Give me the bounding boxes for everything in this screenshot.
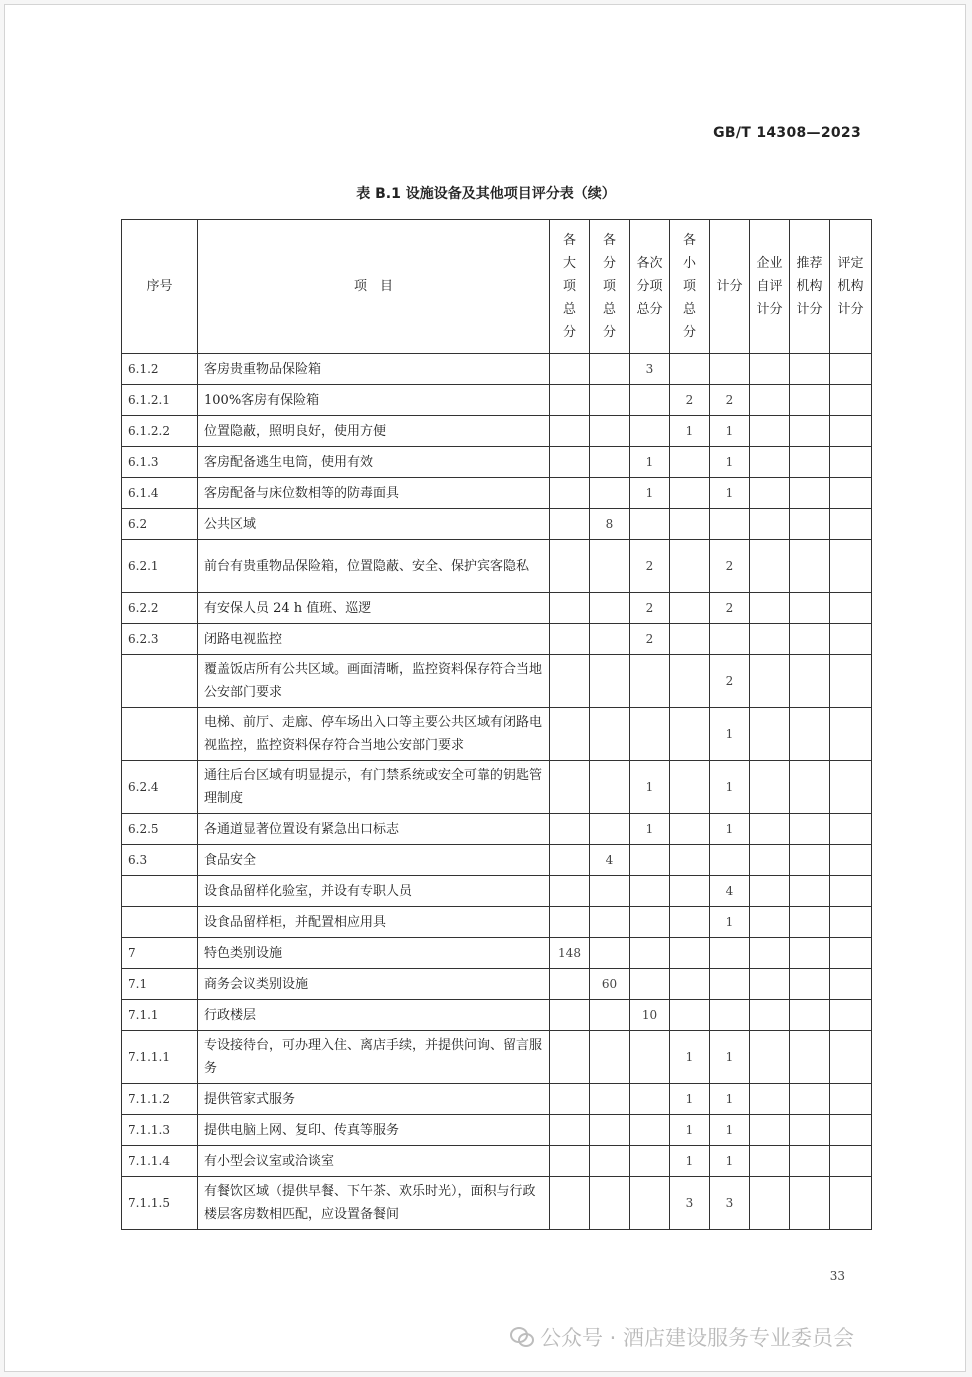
row-item: 提供管家式服务 [198, 1084, 550, 1115]
row-sub-total [590, 1084, 630, 1115]
row-item: 设食品留样柜，并配置相应用具 [198, 907, 550, 938]
table-row [122, 761, 872, 814]
row-major-total [550, 354, 590, 385]
table-row [122, 354, 872, 385]
row-item: 设食品留样化验室，并设有专职人员 [198, 876, 550, 907]
row-assess-score [830, 447, 872, 478]
header-major-total: 各大项总分 [550, 220, 590, 354]
row-major-total [550, 876, 590, 907]
row-self-score [750, 1031, 790, 1084]
row-score: 1 [710, 708, 750, 761]
table-row [122, 655, 872, 708]
table-row [122, 509, 872, 540]
row-recommend-score [790, 447, 830, 478]
row-sub-total [590, 385, 630, 416]
row-minor-total [670, 876, 710, 907]
row-minor-total [670, 969, 710, 1000]
row-no: 6.2 [122, 509, 198, 540]
header-item: 项 目 [198, 220, 550, 354]
row-recommend-score [790, 593, 830, 624]
row-score: 2 [710, 540, 750, 593]
row-second-total: 3 [630, 354, 670, 385]
row-minor-total [670, 708, 710, 761]
row-score [710, 1000, 750, 1031]
row-assess-score [830, 509, 872, 540]
row-self-score [750, 416, 790, 447]
row-assess-score [830, 969, 872, 1000]
header-no: 序号 [122, 220, 198, 354]
row-major-total [550, 655, 590, 708]
row-no [122, 708, 198, 761]
document-page [4, 4, 966, 1372]
table-row [122, 845, 872, 876]
row-minor-total [670, 845, 710, 876]
row-assess-score [830, 845, 872, 876]
row-recommend-score [790, 907, 830, 938]
row-recommend-score [790, 1146, 830, 1177]
row-second-total: 2 [630, 593, 670, 624]
row-major-total [550, 447, 590, 478]
row-score [710, 969, 750, 1000]
row-item: 有餐饮区域（提供早餐、下午茶、欢乐时光），面积与行政楼层客房数相匹配，应设置备餐间 [198, 1177, 550, 1230]
row-score: 1 [710, 447, 750, 478]
table-row [122, 540, 872, 593]
row-item: 客房配备与床位数相等的防毒面具 [198, 478, 550, 509]
row-minor-total [670, 478, 710, 509]
row-minor-total [670, 907, 710, 938]
row-self-score [750, 385, 790, 416]
row-score: 1 [710, 907, 750, 938]
row-second-total: 10 [630, 1000, 670, 1031]
table-row [122, 1000, 872, 1031]
header-score: 计分 [710, 220, 750, 354]
row-no: 7.1.1.2 [122, 1084, 198, 1115]
table-row [122, 876, 872, 907]
row-major-total [550, 385, 590, 416]
row-assess-score [830, 907, 872, 938]
row-score: 1 [710, 761, 750, 814]
row-recommend-score [790, 478, 830, 509]
row-score: 1 [710, 1146, 750, 1177]
row-second-total: 2 [630, 540, 670, 593]
row-minor-total: 2 [670, 385, 710, 416]
row-minor-total: 1 [670, 1031, 710, 1084]
row-second-total [630, 938, 670, 969]
row-sub-total [590, 938, 630, 969]
row-score [710, 354, 750, 385]
row-assess-score [830, 655, 872, 708]
row-assess-score [830, 1031, 872, 1084]
row-minor-total [670, 540, 710, 593]
row-sub-total [590, 655, 630, 708]
row-assess-score [830, 708, 872, 761]
row-self-score [750, 1115, 790, 1146]
row-assess-score [830, 593, 872, 624]
row-second-total [630, 1177, 670, 1230]
row-self-score [750, 354, 790, 385]
row-major-total [550, 1031, 590, 1084]
row-assess-score [830, 354, 872, 385]
row-sub-total [590, 354, 630, 385]
row-assess-score [830, 1146, 872, 1177]
row-self-score [750, 624, 790, 655]
row-second-total [630, 845, 670, 876]
table-row [122, 478, 872, 509]
table-row [122, 447, 872, 478]
row-second-total [630, 876, 670, 907]
header-second-total: 各次分项总分 [630, 220, 670, 354]
row-recommend-score [790, 540, 830, 593]
row-major-total: 148 [550, 938, 590, 969]
row-score [710, 938, 750, 969]
row-item: 客房贵重物品保险箱 [198, 354, 550, 385]
row-second-total: 1 [630, 447, 670, 478]
row-major-total [550, 708, 590, 761]
row-no: 6.1.2.2 [122, 416, 198, 447]
row-score: 1 [710, 1115, 750, 1146]
table-row [122, 385, 872, 416]
row-no [122, 655, 198, 708]
row-no: 7.1.1 [122, 1000, 198, 1031]
row-score [710, 624, 750, 655]
row-score: 1 [710, 814, 750, 845]
row-minor-total [670, 509, 710, 540]
row-assess-score [830, 938, 872, 969]
row-second-total [630, 1084, 670, 1115]
row-item: 通往后台区域有明显提示，有门禁系统或安全可靠的钥匙管理制度 [198, 761, 550, 814]
row-no: 7.1.1.1 [122, 1031, 198, 1084]
row-sub-total [590, 1146, 630, 1177]
row-recommend-score [790, 876, 830, 907]
row-second-total [630, 655, 670, 708]
row-self-score [750, 969, 790, 1000]
row-score [710, 509, 750, 540]
row-sub-total [590, 708, 630, 761]
table-row [122, 1177, 872, 1230]
row-no [122, 876, 198, 907]
row-major-total [550, 907, 590, 938]
row-self-score [750, 907, 790, 938]
row-major-total [550, 1177, 590, 1230]
table-row [122, 969, 872, 1000]
table-row [122, 593, 872, 624]
row-no: 6.1.2 [122, 354, 198, 385]
row-assess-score [830, 761, 872, 814]
row-no: 6.2.5 [122, 814, 198, 845]
row-assess-score [830, 624, 872, 655]
row-item: 专设接待台，可办理入住、离店手续，并提供问询、留言服务 [198, 1031, 550, 1084]
table-row [122, 1084, 872, 1115]
row-minor-total [670, 624, 710, 655]
row-sub-total [590, 540, 630, 593]
header-recommend-score: 推荐机构计分 [790, 220, 830, 354]
header-minor-total: 各小项总分 [670, 220, 710, 354]
wechat-icon [510, 1326, 534, 1348]
row-score: 2 [710, 593, 750, 624]
row-sub-total [590, 416, 630, 447]
row-major-total [550, 1146, 590, 1177]
row-recommend-score [790, 624, 830, 655]
row-sub-total [590, 876, 630, 907]
standard-code: GB/T 14308—2023 [713, 125, 861, 141]
row-recommend-score [790, 814, 830, 845]
row-minor-total [670, 814, 710, 845]
row-recommend-score [790, 416, 830, 447]
table-row [122, 1031, 872, 1084]
row-second-total: 2 [630, 624, 670, 655]
row-self-score [750, 845, 790, 876]
watermark [510, 1322, 854, 1352]
row-recommend-score [790, 708, 830, 761]
row-score: 1 [710, 1084, 750, 1115]
row-recommend-score [790, 845, 830, 876]
table-row [122, 708, 872, 761]
row-major-total [550, 1000, 590, 1031]
row-no: 7.1 [122, 969, 198, 1000]
row-recommend-score [790, 655, 830, 708]
row-score: 3 [710, 1177, 750, 1230]
row-item: 各通道显著位置设有紧急出口标志 [198, 814, 550, 845]
row-self-score [750, 1084, 790, 1115]
row-self-score [750, 761, 790, 814]
row-recommend-score [790, 1084, 830, 1115]
row-minor-total: 3 [670, 1177, 710, 1230]
row-assess-score [830, 1115, 872, 1146]
row-recommend-score [790, 385, 830, 416]
table-title: 表 B.1 设施设备及其他项目评分表（续） [356, 186, 616, 202]
header-assess-score: 评定机构计分 [830, 220, 872, 354]
row-item: 提供电脑上网、复印、传真等服务 [198, 1115, 550, 1146]
row-no: 7.1.1.4 [122, 1146, 198, 1177]
row-score: 1 [710, 416, 750, 447]
row-second-total: 1 [630, 478, 670, 509]
table-row [122, 416, 872, 447]
row-item: 电梯、前厅、走廊、停车场出入口等主要公共区域有闭路电视监控，监控资料保存符合当地公安部门要求 [198, 708, 550, 761]
row-minor-total: 1 [670, 1084, 710, 1115]
row-item: 客房配备逃生电筒，使用有效 [198, 447, 550, 478]
row-no: 7.1.1.5 [122, 1177, 198, 1230]
row-sub-total [590, 593, 630, 624]
row-minor-total: 1 [670, 1115, 710, 1146]
row-minor-total [670, 1000, 710, 1031]
row-assess-score [830, 1084, 872, 1115]
watermark-text: 公众号 · 酒店建设服务专业委员会 [540, 1326, 855, 1350]
row-assess-score [830, 540, 872, 593]
row-second-total: 1 [630, 814, 670, 845]
row-no [122, 907, 198, 938]
row-no: 6.3 [122, 845, 198, 876]
score-table [121, 219, 872, 1230]
row-minor-total: 1 [670, 416, 710, 447]
row-self-score [750, 509, 790, 540]
row-no: 6.2.3 [122, 624, 198, 655]
row-sub-total [590, 447, 630, 478]
row-self-score [750, 447, 790, 478]
row-recommend-score [790, 761, 830, 814]
row-self-score [750, 938, 790, 969]
row-minor-total [670, 593, 710, 624]
row-item: 特色类别设施 [198, 938, 550, 969]
row-second-total [630, 907, 670, 938]
row-sub-total [590, 907, 630, 938]
row-major-total [550, 845, 590, 876]
row-major-total [550, 1115, 590, 1146]
row-second-total [630, 416, 670, 447]
row-recommend-score [790, 1000, 830, 1031]
row-self-score [750, 478, 790, 509]
row-major-total [550, 478, 590, 509]
row-no: 7 [122, 938, 198, 969]
row-sub-total [590, 624, 630, 655]
row-recommend-score [790, 1115, 830, 1146]
row-item: 前台有贵重物品保险箱，位置隐蔽、安全、保护宾客隐私 [198, 540, 550, 593]
row-item: 覆盖饭店所有公共区域。画面清晰，监控资料保存符合当地公安部门要求 [198, 655, 550, 708]
row-recommend-score [790, 1177, 830, 1230]
row-item: 公共区域 [198, 509, 550, 540]
row-item: 食品安全 [198, 845, 550, 876]
row-sub-total: 8 [590, 509, 630, 540]
row-major-total [550, 1084, 590, 1115]
row-major-total [550, 416, 590, 447]
table-row [122, 624, 872, 655]
row-item: 行政楼层 [198, 1000, 550, 1031]
row-minor-total [670, 938, 710, 969]
table-row [122, 907, 872, 938]
row-no: 7.1.1.3 [122, 1115, 198, 1146]
table-row [122, 938, 872, 969]
row-second-total [630, 708, 670, 761]
row-score [710, 845, 750, 876]
row-score: 1 [710, 1031, 750, 1084]
row-no: 6.2.2 [122, 593, 198, 624]
table-body [122, 354, 872, 1230]
row-minor-total [670, 354, 710, 385]
table-row [122, 1115, 872, 1146]
row-score: 1 [710, 478, 750, 509]
row-major-total [550, 969, 590, 1000]
row-major-total [550, 509, 590, 540]
row-minor-total [670, 447, 710, 478]
row-minor-total [670, 761, 710, 814]
row-item: 有安保人员 24 h 值班、巡逻 [198, 593, 550, 624]
header-self-score: 企业自评计分 [750, 220, 790, 354]
row-no: 6.1.2.1 [122, 385, 198, 416]
row-major-total [550, 624, 590, 655]
row-sub-total [590, 761, 630, 814]
table-row [122, 814, 872, 845]
row-score: 2 [710, 655, 750, 708]
row-no: 6.1.4 [122, 478, 198, 509]
row-second-total: 1 [630, 761, 670, 814]
row-no: 6.2.4 [122, 761, 198, 814]
row-second-total [630, 385, 670, 416]
row-self-score [750, 593, 790, 624]
row-major-total [550, 540, 590, 593]
row-sub-total: 4 [590, 845, 630, 876]
row-second-total [630, 1115, 670, 1146]
row-score: 2 [710, 385, 750, 416]
row-no: 6.1.3 [122, 447, 198, 478]
row-minor-total: 1 [670, 1146, 710, 1177]
row-assess-score [830, 814, 872, 845]
row-self-score [750, 1146, 790, 1177]
row-self-score [750, 540, 790, 593]
row-assess-score [830, 478, 872, 509]
page-number: 33 [829, 1269, 845, 1283]
row-sub-total [590, 1031, 630, 1084]
row-sub-total [590, 478, 630, 509]
row-item: 商务会议类别设施 [198, 969, 550, 1000]
row-second-total [630, 1031, 670, 1084]
row-assess-score [830, 1000, 872, 1031]
row-item: 有小型会议室或洽谈室 [198, 1146, 550, 1177]
row-minor-total [670, 655, 710, 708]
row-recommend-score [790, 509, 830, 540]
row-assess-score [830, 876, 872, 907]
row-recommend-score [790, 1031, 830, 1084]
row-self-score [750, 708, 790, 761]
row-recommend-score [790, 354, 830, 385]
row-self-score [750, 876, 790, 907]
row-sub-total [590, 1177, 630, 1230]
table-row [122, 1146, 872, 1177]
row-major-total [550, 593, 590, 624]
row-self-score [750, 814, 790, 845]
row-item: 100%客房有保险箱 [198, 385, 550, 416]
row-second-total [630, 509, 670, 540]
row-major-total [550, 761, 590, 814]
row-no: 6.2.1 [122, 540, 198, 593]
header-sub-total: 各分项总分 [590, 220, 630, 354]
row-sub-total [590, 1000, 630, 1031]
row-sub-total: 60 [590, 969, 630, 1000]
row-second-total [630, 1146, 670, 1177]
row-assess-score [830, 416, 872, 447]
row-assess-score [830, 385, 872, 416]
row-score: 4 [710, 876, 750, 907]
row-self-score [750, 1000, 790, 1031]
row-self-score [750, 1177, 790, 1230]
row-major-total [550, 814, 590, 845]
row-item: 闭路电视监控 [198, 624, 550, 655]
table-header-row [122, 220, 872, 354]
row-item: 位置隐蔽，照明良好，使用方便 [198, 416, 550, 447]
row-recommend-score [790, 969, 830, 1000]
row-assess-score [830, 1177, 872, 1230]
row-self-score [750, 655, 790, 708]
row-recommend-score [790, 938, 830, 969]
row-sub-total [590, 1115, 630, 1146]
row-second-total [630, 969, 670, 1000]
row-sub-total [590, 814, 630, 845]
